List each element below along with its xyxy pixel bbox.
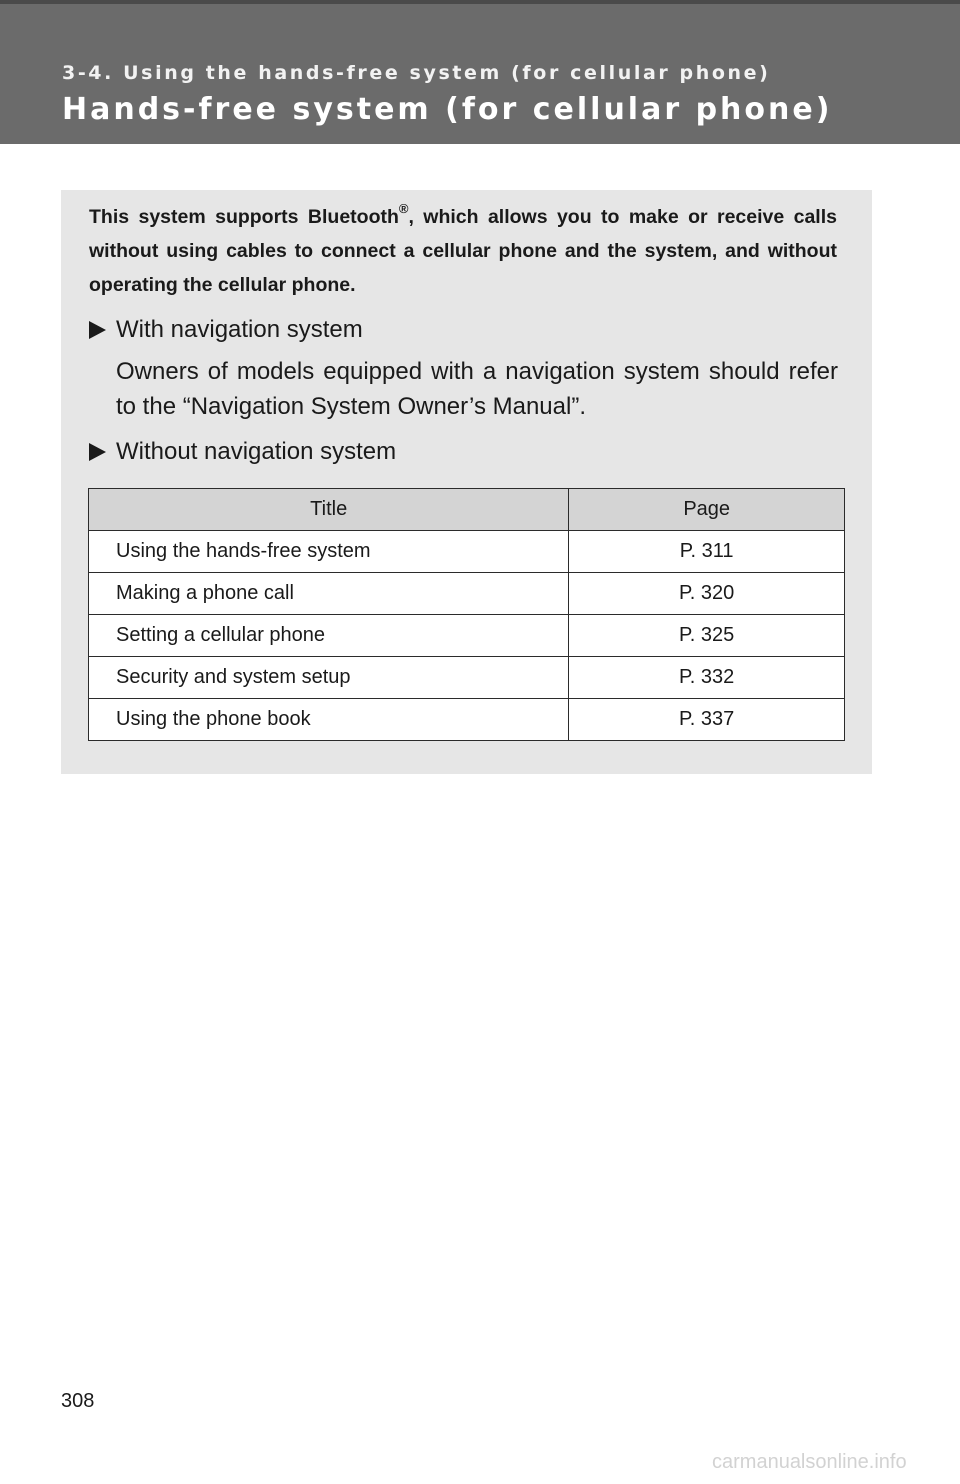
table-row <box>89 699 845 741</box>
table-row <box>89 573 845 615</box>
contents-table <box>88 488 845 741</box>
option-with-navigation <box>89 316 363 344</box>
row-page: P. 320 <box>569 573 845 615</box>
chapter-header <box>0 0 960 144</box>
row-page: P. 332 <box>569 657 845 699</box>
row-title: Security and system setup <box>89 657 569 699</box>
triangle-bullet-icon <box>89 443 106 461</box>
option-label: Without navigation system <box>116 438 397 465</box>
navigation-note: Owners of models equipped with a navigation system should refer to the “Navigation System Owner’s Manual”. <box>116 358 838 420</box>
row-page: P. 311 <box>569 531 845 573</box>
page-title: Hands-free system (for cellular phone) <box>62 92 833 127</box>
row-title: Using the phone book <box>89 699 569 741</box>
page-number: 308 <box>61 1390 95 1412</box>
row-title: Using the hands-free system <box>89 531 569 573</box>
option-label: With navigation system <box>116 316 363 343</box>
intro-text-end: , which allows you to make or receive calls without using cables to connect a cellular phone and the system, and without operating the cellular phone. <box>89 206 837 296</box>
registered-mark: ® <box>398 201 409 216</box>
table-row <box>89 657 845 699</box>
row-title: Setting a cellular phone <box>89 615 569 657</box>
intro-paragraph <box>89 200 837 302</box>
table-row <box>89 531 845 573</box>
row-page: P. 325 <box>569 615 845 657</box>
header-top-rule <box>0 0 960 4</box>
column-header-page: Page <box>569 489 845 531</box>
option-without-navigation <box>89 438 396 466</box>
section-label: 3-4. Using the hands-free system (for cellular phone) <box>62 62 771 84</box>
intro-text-start: This system supports Bluetooth <box>89 206 399 228</box>
triangle-bullet-icon <box>89 321 106 339</box>
row-title: Making a phone call <box>89 573 569 615</box>
column-header-title: Title <box>89 489 569 531</box>
watermark: carmanualsonline.info <box>712 1451 907 1473</box>
info-panel <box>61 190 872 774</box>
table-header-row <box>89 489 845 531</box>
row-page: P. 337 <box>569 699 845 741</box>
table-row <box>89 615 845 657</box>
